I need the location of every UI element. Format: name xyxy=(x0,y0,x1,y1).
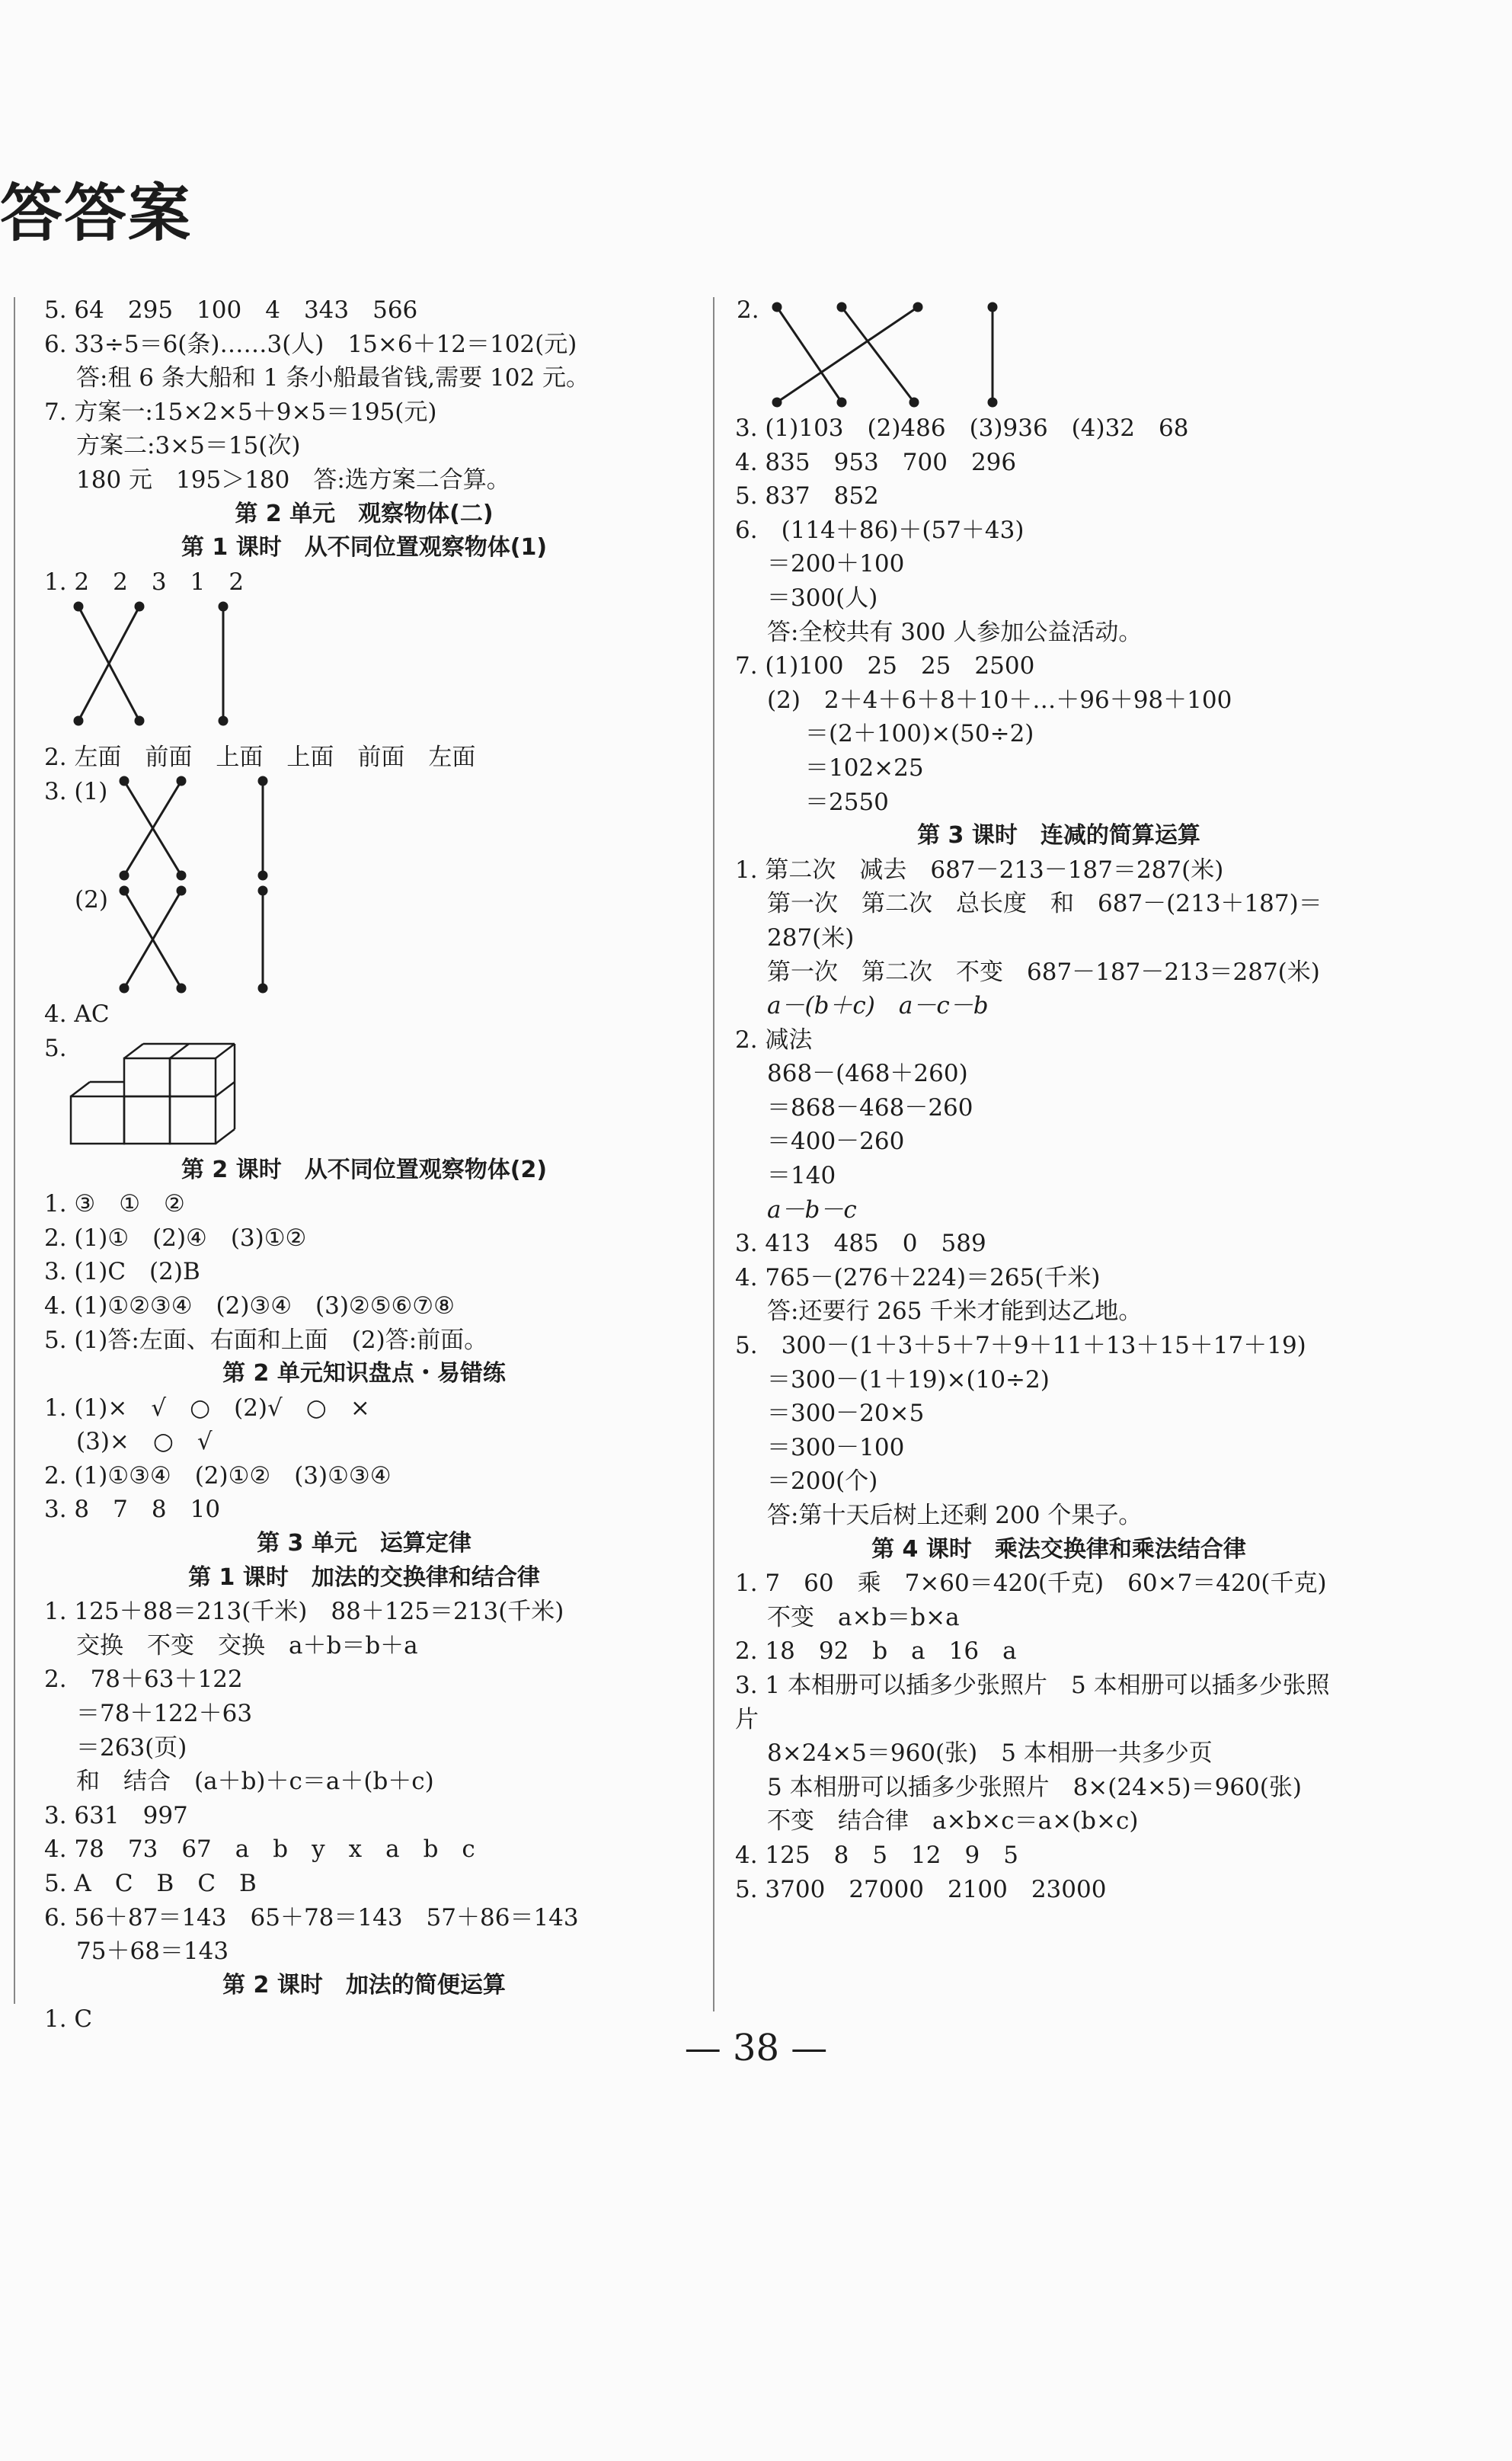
answer-line: 5. (1)答:左面、右面和上面 (2)答:前面。 xyxy=(44,1326,488,1354)
review-heading: 第 2 单元知识盘点・易错练 xyxy=(222,1360,506,1387)
answer-label: (2) xyxy=(75,885,108,914)
answer-line: ＝102×25 xyxy=(805,754,924,782)
answer-line: 7. (1)100 25 25 2500 xyxy=(735,652,1035,680)
answer-line: 交换 不变 交换 a＋b＝b＋a xyxy=(76,1631,418,1659)
left-column xyxy=(44,293,684,2037)
answer-line: 3. 631 997 xyxy=(44,1801,188,1829)
answer-line: 3. 413 485 0 589 xyxy=(735,1230,986,1258)
answer-line: ＝300－20×5 xyxy=(767,1400,925,1428)
answer-line: 1. (1)× √ ○ (2)√ ○ × xyxy=(44,1394,370,1422)
lesson-heading: 第 3 课时 连减的简算运算 xyxy=(917,822,1200,850)
answer-line: 2. 减法 xyxy=(735,1026,813,1054)
answer-line: 5. 3700 27000 2100 23000 xyxy=(735,1875,1107,1903)
answer-line: 75＋68＝143 xyxy=(76,1938,229,1966)
answer-line: 第一次 第二次 不变 687－187－213＝287(米) xyxy=(767,958,1320,986)
answer-line: 答:租 6 条大船和 1 条小船最省钱,需要 102 元。 xyxy=(76,364,590,392)
answer-line: ＝200＋100 xyxy=(767,550,905,578)
answer-line: ＝263(页) xyxy=(76,1733,187,1762)
matching-figure xyxy=(44,599,684,741)
answer-line: 方案二:3×5＝15(次) xyxy=(76,432,301,460)
answer-line: 3. (1)103 (2)486 (3)936 (4)32 68 xyxy=(735,414,1189,442)
answer-line: 5. 300－(1＋3＋5＋7＋9＋11＋13＋15＋17＋19) xyxy=(735,1332,1306,1360)
answer-line: ＝300－(1＋19)×(10÷2) xyxy=(767,1365,1050,1394)
lesson-heading: 第 1 课时 从不同位置观察物体(1) xyxy=(181,534,548,562)
answer-line: 不变 a×b＝b×a xyxy=(767,1603,960,1631)
answer-line: 6. 33÷5＝6(条)……3(人) 15×6＋12＝102(元) xyxy=(44,330,577,358)
answer-line: 180 元 195＞180 答:选方案二合算。 xyxy=(76,466,510,494)
answer-line: 不变 结合律 a×b×c＝a×(b×c) xyxy=(767,1807,1139,1835)
column-divider-middle xyxy=(713,297,714,2011)
answer-line: 2. (1)① (2)④ (3)①② xyxy=(44,1224,307,1252)
answer-line: 4. 765－(276＋224)＝265(千米) xyxy=(735,1263,1101,1291)
right-column xyxy=(735,293,1383,1906)
answer-line: 1. 125＋88＝213(千米) 88＋125＝213(千米) xyxy=(44,1598,564,1626)
answer-line: 1. 2 2 3 1 2 xyxy=(44,568,245,596)
unit-heading: 第 3 单元 运算定律 xyxy=(257,1530,472,1557)
answer-line: 7. 方案一:15×2×5＋9×5＝195(元) xyxy=(44,398,437,426)
column-divider-left xyxy=(14,297,15,2004)
answer-line: 1. 7 60 乘 7×60＝420(千克) 60×7＝420(千克) xyxy=(735,1570,1327,1598)
answer-line: ＝400－260 xyxy=(767,1128,905,1156)
answer-line: ＝868－468－260 xyxy=(767,1093,973,1122)
answer-line: ＝78＋122＋63 xyxy=(76,1700,253,1728)
lesson-heading: 第 2 课时 加法的简便运算 xyxy=(222,1971,506,1999)
answer-line: ＝140 xyxy=(767,1162,836,1190)
lesson-heading: 第 4 课时 乘法交换律和乘法结合律 xyxy=(871,1535,1246,1563)
answer-line: 2. (1)①③④ (2)①② (3)①③④ xyxy=(44,1461,392,1490)
answer-line: ＝(2＋100)×(50÷2) xyxy=(805,720,1034,748)
answer-line: 3. 1 本相册可以插多少张照片 5 本相册可以插多少张照片 xyxy=(735,1671,1330,1733)
cube-figure xyxy=(44,1032,684,1154)
page-title: 答答案 xyxy=(0,178,193,250)
answer-line: (3)× ○ √ xyxy=(76,1428,213,1456)
answer-line: 1. C xyxy=(44,2005,93,2034)
answer-line: 4. 835 953 700 296 xyxy=(735,448,1017,476)
answer-line: 2. 18 92 b a 16 a xyxy=(735,1637,1017,1666)
matching-lines-diagram xyxy=(44,775,303,997)
answer-line: 5. 837 852 xyxy=(735,482,879,510)
answer-line: a－b－c xyxy=(767,1195,857,1224)
matching-lines-diagram xyxy=(44,599,273,741)
answer-line: 5. 64 295 100 4 343 566 xyxy=(44,296,418,324)
matching-figure xyxy=(735,293,1383,411)
answer-line: 2. 78＋63＋122 xyxy=(44,1666,243,1694)
answer-line: ＝2550 xyxy=(805,788,889,816)
answer-line: 5. A C B C B xyxy=(44,1870,257,1897)
matching-lines-diagram xyxy=(735,293,1040,411)
answer-line: 4. 125 8 5 12 9 5 xyxy=(735,1841,1018,1869)
lesson-heading: 第 2 课时 从不同位置观察物体(2) xyxy=(181,1156,548,1183)
lesson-heading: 第 1 课时 加法的交换律和结合律 xyxy=(188,1563,540,1591)
answer-label: 3. (1) xyxy=(44,777,108,805)
answer-line: 答:全校共有 300 人参加公益活动。 xyxy=(767,618,1143,646)
answer-line: 6. (114＋86)＋(57＋43) xyxy=(735,516,1025,544)
stacked-cubes-drawing xyxy=(44,1032,273,1154)
answer-line: 2. 左面 前面 上面 上面 前面 左面 xyxy=(44,744,476,772)
answer-line: ＝300－100 xyxy=(767,1433,905,1461)
answer-line: 4. (1)①②③④ (2)③④ (3)②⑤⑥⑦⑧ xyxy=(44,1291,455,1320)
answer-line: 6. 56＋87＝143 65＋78＝143 57＋86＝143 xyxy=(44,1903,579,1931)
answer-line: 8×24×5＝960(张) 5 本相册一共多少页 xyxy=(767,1739,1213,1768)
answer-line: a－(b＋c) a－c－b xyxy=(767,992,989,1020)
answer-line: 1. 第二次 减去 687－213－187＝287(米) xyxy=(735,856,1224,884)
page-number: — 38 — xyxy=(684,2027,828,2069)
answer-line: 3. 8 7 8 10 xyxy=(44,1496,221,1524)
answer-line: ＝300(人) xyxy=(767,584,878,612)
answer-line: 5 本相册可以插多少张照片 8×(24×5)＝960(张) xyxy=(767,1773,1302,1801)
answer-line: ＝200(个) xyxy=(767,1467,878,1496)
unit-heading: 第 2 单元 观察物体(二) xyxy=(235,500,494,527)
answer-line: 1. ③ ① ② xyxy=(44,1190,185,1218)
answer-label: 5. xyxy=(44,1034,67,1062)
answer-line: 答:还要行 265 千米才能到达乙地。 xyxy=(767,1298,1143,1326)
answer-line: 第一次 第二次 总长度 和 687－(213＋187)＝287(米) xyxy=(767,890,1322,952)
answer-line: 868－(468＋260) xyxy=(767,1060,968,1088)
answer-line: 3. (1)C (2)B xyxy=(44,1258,200,1286)
answer-line: 答:第十天后树上还剩 200 个果子。 xyxy=(767,1502,1143,1529)
answer-label: 2. xyxy=(737,296,759,324)
matching-figure-q3 xyxy=(44,775,684,997)
answer-line: (2) 2＋4＋6＋8＋10＋…＋96＋98＋100 xyxy=(767,686,1232,714)
answer-line: 和 结合 (a＋b)＋c＝a＋(b＋c) xyxy=(76,1768,434,1796)
answer-line: 4. AC xyxy=(44,1000,110,1028)
answer-line: 4. 78 73 67 a b y x a b c xyxy=(44,1835,475,1864)
